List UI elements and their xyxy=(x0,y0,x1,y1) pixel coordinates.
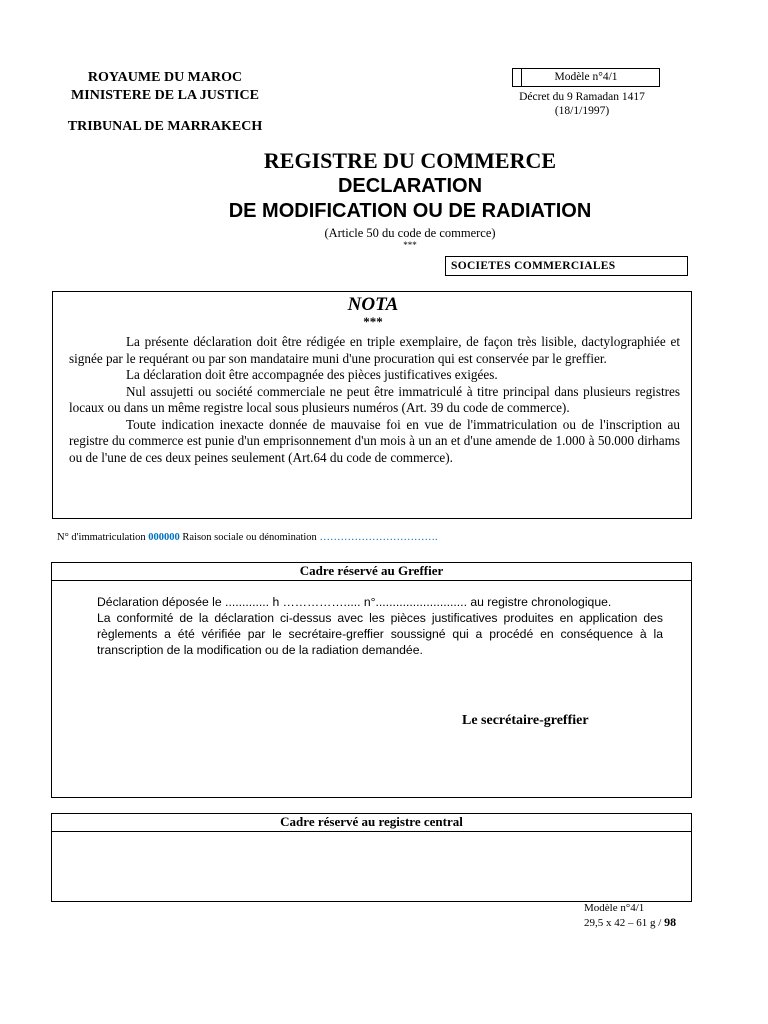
article-reference: (Article 50 du code de commerce) xyxy=(324,226,496,240)
tribunal-name: TRIBUNAL DE MARRAKECH xyxy=(67,119,263,134)
footer-format-text: 29,5 x 42 – 61 g / xyxy=(584,917,662,929)
declaration-title: DECLARATION xyxy=(337,175,483,197)
central-box xyxy=(51,813,692,902)
greffier-text xyxy=(97,594,663,658)
title-stars: *** xyxy=(403,240,417,250)
footer-format xyxy=(584,916,676,930)
greffier-box xyxy=(51,562,692,798)
greffier-paragraph: Déclaration déposée le ............. h ……………..... n°........................... au registre chronologique. xyxy=(97,595,612,609)
kingdom-name: ROYAUME DU MAROC xyxy=(87,70,243,85)
immatriculation-label: N° d'immatriculation xyxy=(57,532,146,543)
modele-label: Modèle n°4/1 xyxy=(554,71,618,83)
nota-stars: *** xyxy=(363,314,383,329)
nota-title: NOTA xyxy=(347,294,399,315)
greffier-header: Cadre réservé au Greffier xyxy=(52,563,691,581)
nota-text xyxy=(69,334,680,466)
immatriculation-line xyxy=(57,532,438,543)
central-header: Cadre réservé au registre central xyxy=(52,814,691,832)
page-title: REGISTRE DU COMMERCE xyxy=(263,148,557,173)
immatriculation-number[interactable]: 000000 xyxy=(148,532,180,543)
footer-modele: Modèle n°4/1 xyxy=(584,902,645,914)
nota-box xyxy=(52,291,692,519)
nota-paragraph: La déclaration doit être accompagnée des pièces justificatives exigées. xyxy=(126,367,498,382)
greffier-signature: Le secrétaire-greffier xyxy=(462,713,589,728)
nota-paragraph: La présente déclaration doit être rédigée en triple exemplaire, de façon très lisible, dactylographiée et signée par le requérant ou par son mandataire muni d'une procuration qui est conservée par le greffier. xyxy=(69,334,680,366)
decret-line1: Décret du 9 Ramadan 1417 xyxy=(519,91,645,103)
category-box: SOCIETES COMMERCIALES xyxy=(445,256,688,276)
modification-title: DE MODIFICATION OU DE RADIATION xyxy=(228,200,592,222)
greffier-paragraph: La conformité de la déclaration ci-dessus avec les pièces justificatives produites en application des règlements a été vérifiée par le secrétaire-greffier soussigné qui a procédé en conséquence à la transcription de la modification ou de la radiation demandée. xyxy=(97,611,663,657)
raison-sociale-label: Raison sociale ou dénomination xyxy=(182,532,317,543)
nota-paragraph: Nul assujetti ou société commerciale ne peut être immatriculé à titre principal dans plusieurs registres locaux ou dans un même registre local sous plusieurs numéros (Art. 39 du code de commerce). xyxy=(69,383,680,415)
nota-paragraph: Toute indication inexacte donnée de mauvaise foi en vue de l'immatriculation ou de l'inscription au registre du commerce est punie d'un emprisonnement d'un mois à un an et d'une amende de 1.000 à 50.000 dirhams ou de l'une de ces deux peines seulement (Art.64 du code de commerce). xyxy=(69,416,680,465)
raison-sociale-field[interactable]: ……………………………. xyxy=(319,532,438,543)
modele-box xyxy=(512,68,660,87)
page-number: 98 xyxy=(664,915,677,929)
decret-line2: (18/1/1997) xyxy=(554,105,610,117)
ministry-name: MINISTERE DE LA JUSTICE xyxy=(71,88,259,103)
